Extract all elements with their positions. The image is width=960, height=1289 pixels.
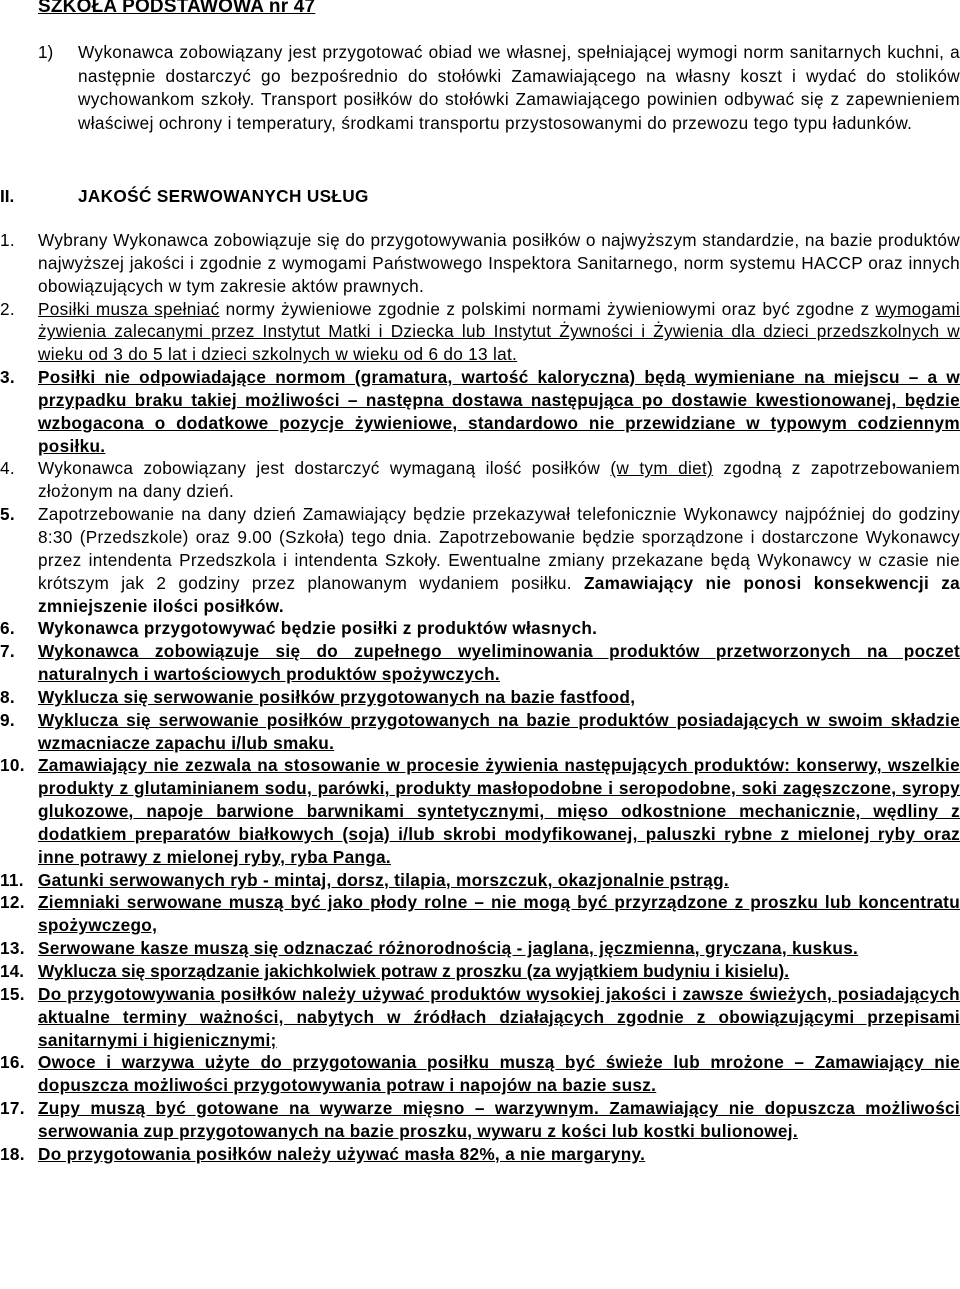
list-item: 2. Posiłki musza spełniać normy żywieniowe zgodnie z polskimi normami żywieniowymi oraz być zgodne z wymogami żywienia zalecanymi przez Instytut Matki i Dziecka lub Instytut Żywności i Żywienia dla dzieci przedszkolnych w wieku od 3 do 5 lat i dzieci szkolnych w wieku od 6 do 13 lat. (0, 298, 960, 365)
list-item: 13. Serwowane kasze muszą się odznaczać różnorodnością - jaglana, jęczmienna, gryczana, kuskus. (0, 938, 859, 959)
intro-paragraph (38, 41, 960, 135)
list-item: 15. Do przygotowywania posiłków należy używać produktów wysokiej jakości i zawsze świeżych, posiadających aktualne terminy ważności, nabytych w źródłach działających zgodnie z obowiązującymi przepisami sanitarnymi i higienicznymi; (0, 983, 960, 1050)
list-item: 16. Owoce i warzywa użyte do przygotowania posiłku muszą być świeże lub mrożone – Zamawiający nie dopuszcza możliwości przygotowywania potraw i napojów na bazie susz. (0, 1052, 960, 1096)
list-item: 10. Zamawiający nie zezwala na stosowanie w procesie żywienia następujących produktów: konserwy, wszelkie produkty z glutaminianem sodu, parówki, produkty masłopodobne i seropodobne, soki zagęszczone, syropy glukozowe, napoje barwione barwnikami syntetycznymi, mięso odkostnione mechanicznie, wędliny z dodatkiem preparatów białkowych (soja) i/lub skrobi modyfikowanej, paluszki rybne z mielonej ryby oraz inne potrawy z mielonej ryby, ryba Panga. (0, 755, 960, 867)
list-item: 6. Wykonawca przygotowywać będzie posiłki z produktów własnych. (0, 618, 598, 639)
intro-number: 1) (38, 42, 54, 62)
list-item: 7. Wykonawca zobowiązuje się do zupełnego wyeliminowania produktów przetworzonych na poczet naturalnych i wartościowych produktów spożywczych. (0, 641, 960, 685)
list-item: 5. Zapotrzebowanie na dany dzień Zamawiający będzie przekazywał telefonicznie Wykonawcy najpóźniej do godziny 8:30 (Przedszkole) oraz 9.00 (Szkoła) tego dnia. Zapotrzebowanie będzie sporządzone i dostarczone Wykonawcy przez intendenta Przedszkola i intendenta Szkoły. Ewentualne zmiany przekazane będą Wykonawcy w czasie nie krótszym jak 2 godziny przez planowanym wydaniem posiłku. Zamawiający nie ponosi konsekwencji za zmniejszenie ilości posiłków. (0, 504, 960, 616)
requirements-list (0, 229, 960, 1166)
list-item: 9. Wyklucza się serwowanie posiłków przygotowanych na bazie produktów posiadających w swoim składzie wzmacniacze zapachu i/lub smaku. (0, 709, 960, 753)
list-item: 4. Wykonawca zobowiązany jest dostarczyć wymaganą ilość posiłków (w tym diet) zgodną z zapotrzebowaniem złożonym na dany dzień. (0, 458, 960, 502)
list-item: 18. Do przygotowania posiłków należy używać masła 82%, a nie margaryny. (0, 1143, 646, 1164)
page-header: SZKOŁA PODSTAWOWA nr 47 (38, 0, 316, 17)
list-item: 8. Wyklucza się serwowanie posiłków przygotowanych na bazie fastfood, (0, 686, 636, 707)
list-item: 14. Wyklucza się sporządzanie jakichkolwiek potraw z proszku (za wyjątkiem budyniu i kisielu). (0, 961, 790, 981)
list-item: 1. Wybrany Wykonawca zobowiązuje się do przygotowywania posiłków o najwyższym standardzie, na bazie produktów najwyższej jakości i zgodnie z wymogami Państwowego Inspektora Sanitarnego, norm systemu HACCP oraz innych obowiązujących w tym zakresie aktów prawnych. (0, 230, 960, 296)
list-item: 17. Zupy muszą być gotowane na wywarze mięsno – warzywnym. Zamawiający nie dopuszcza możliwości serwowania zup przygotowanych na bazie proszku, wywaru z kości lub kostki bulionowej. (0, 1098, 960, 1141)
list-item: 3. Posiłki nie odpowiadające normom (gramatura, wartość kaloryczna) będą wymieniane na miejscu – a w przypadku braku takiej możliwości – następna dostawa następująca po dostawie kwestionowanej, będzie wzbogacona o dodatkowe pozycje żywieniowe, standardowo nie przewidziane w typowym codziennym posiłku. (0, 367, 960, 456)
list-item: 11. Gatunki serwowanych ryb - mintaj, dorsz, tilapia, morszczuk, okazjonalnie pstrąg. (0, 869, 729, 890)
list-item: 12. Ziemniaki serwowane muszą być jako płody rolne – nie mogą być przyrządzone z proszku lub koncentratu spożywczego, (0, 892, 960, 936)
section-number: II. (0, 186, 15, 206)
intro-text: Wykonawca zobowiązany jest przygotować obiad we własnej, spełniającej wymogi norm sanitarnych kuchni, a następnie dostarczyć go bezpośrednio do stołówki Zamawiającego na własny koszt i wydać do stolików wychowankom szkoły. Transport posiłków do stołówki Zamawiającego powinien odbywać się z zapewnieniem właściwej ochrony i temperatury, środkami transportu przystosowanymi do przewozu tego typu ładunków. (78, 42, 960, 133)
section-title: JAKOŚĆ SERWOWANYCH USŁUG (78, 186, 369, 206)
